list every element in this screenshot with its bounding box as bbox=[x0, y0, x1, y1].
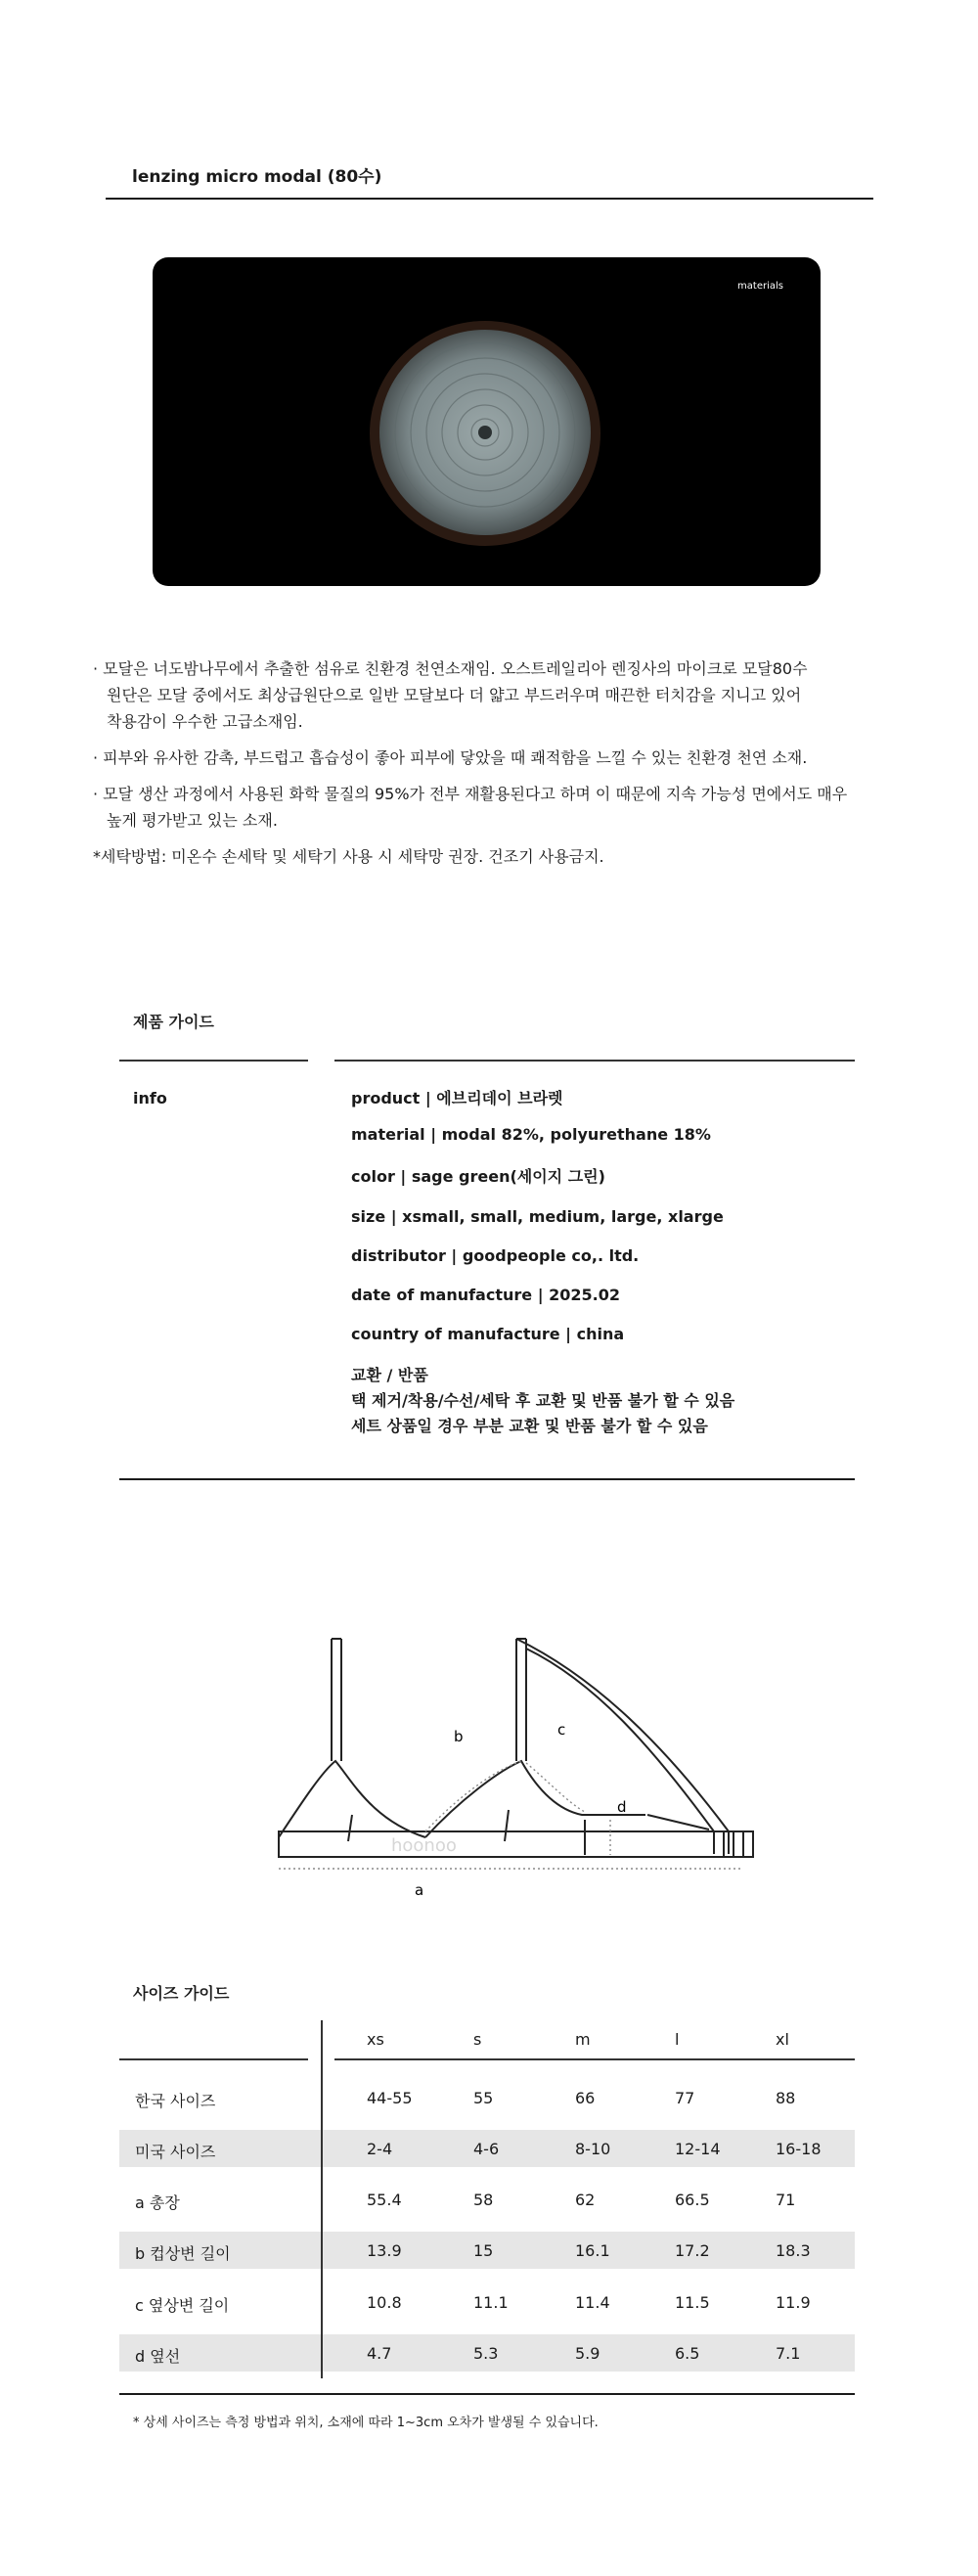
row-label: d 옆선 bbox=[135, 2347, 181, 2366]
info-date: date of manufacture | 2025.02 bbox=[351, 1286, 620, 1304]
divider bbox=[119, 2058, 308, 2060]
exchange-title: 교환 / 반품 bbox=[351, 1366, 428, 1384]
cell: 88 bbox=[776, 2089, 796, 2107]
divider bbox=[334, 2058, 855, 2060]
cell: 16.1 bbox=[575, 2241, 610, 2260]
table-row bbox=[119, 2130, 855, 2167]
table-row bbox=[119, 2181, 855, 2218]
left-strap bbox=[332, 1639, 341, 1761]
bullet-item: · 피부와 유사한 감촉, 부드럽고 흡습성이 좋아 피부에 닿았을 때 쾌적함을 느낄 수 있는 친환경 천연 소재. bbox=[93, 748, 808, 767]
exchange-line: 택 제거/착용/수선/세탁 후 교환 및 반품 불가 할 수 있음 bbox=[351, 1391, 735, 1410]
right-cup bbox=[425, 1761, 645, 1837]
column-header: s bbox=[473, 2030, 482, 2049]
info-label: info bbox=[133, 1089, 167, 1107]
column-header: xl bbox=[776, 2030, 789, 2049]
divider bbox=[106, 198, 873, 200]
cell: 15 bbox=[473, 2241, 494, 2260]
label-b: b bbox=[454, 1728, 464, 1745]
cell: 11.1 bbox=[473, 2293, 509, 2312]
material-description bbox=[93, 655, 885, 880]
bullet-item: · 모달 생산 과정에서 사용된 화학 물질의 95%가 전부 재활용된다고 하며 이 때문에 지속 가능성 면에서도 매우 높게 평가받고 있는 소재. bbox=[93, 785, 848, 830]
table-row bbox=[119, 2334, 855, 2372]
row-label: a 총장 bbox=[135, 2193, 180, 2212]
cell: 11.4 bbox=[575, 2293, 610, 2312]
cell: 16-18 bbox=[776, 2140, 822, 2158]
cell: 17.2 bbox=[675, 2241, 710, 2260]
exchange-line: 세트 상품일 경우 부분 교환 및 반품 불가 할 수 있음 bbox=[351, 1417, 708, 1435]
cell: 10.8 bbox=[367, 2293, 402, 2312]
cell: 55.4 bbox=[367, 2191, 402, 2209]
label-d: d bbox=[617, 1798, 627, 1816]
row-label: 한국 사이즈 bbox=[135, 2092, 216, 2110]
divider bbox=[119, 1478, 855, 1480]
info-color: color | sage green(세이지 그린) bbox=[351, 1167, 605, 1186]
info-material: material | modal 82%, polyurethane 18% bbox=[351, 1125, 711, 1144]
cell: 5.9 bbox=[575, 2344, 600, 2363]
cell: 6.5 bbox=[675, 2344, 700, 2363]
row-label: 미국 사이즈 bbox=[135, 2143, 216, 2161]
cell: 7.1 bbox=[776, 2344, 801, 2363]
column-header: m bbox=[575, 2030, 591, 2049]
row-label: c 옆상변 길이 bbox=[135, 2296, 230, 2315]
wood-cross-section-illustration bbox=[153, 257, 821, 586]
cell: 44-55 bbox=[367, 2089, 413, 2107]
divider bbox=[334, 1060, 855, 1062]
info-product: product | 에브리데이 브라렛 bbox=[351, 1089, 563, 1107]
exchange-policy bbox=[351, 1363, 734, 1439]
cell: 11.5 bbox=[675, 2293, 710, 2312]
column-header: l bbox=[675, 2030, 680, 2049]
svg-text:hoonoo: hoonoo bbox=[391, 1835, 457, 1856]
cell: 4.7 bbox=[367, 2344, 392, 2363]
cell: 2-4 bbox=[367, 2140, 393, 2158]
divider bbox=[119, 2393, 855, 2395]
column-header: xs bbox=[367, 2030, 384, 2049]
image-tag: materials bbox=[737, 281, 783, 292]
info-size: size | xsmall, small, medium, large, xlarge bbox=[351, 1207, 724, 1226]
side-wing bbox=[516, 1639, 729, 1854]
table-column-divider bbox=[321, 2020, 323, 2378]
product-guide-title: 제품 가이드 bbox=[133, 1013, 214, 1031]
cell: 13.9 bbox=[367, 2241, 402, 2260]
side-panel bbox=[585, 1815, 709, 1855]
label-c: c bbox=[557, 1721, 566, 1739]
table-row bbox=[119, 2283, 855, 2321]
info-distributor: distributor | goodpeople co,. ltd. bbox=[351, 1246, 640, 1265]
cell: 71 bbox=[776, 2191, 796, 2209]
cell: 12-14 bbox=[675, 2140, 721, 2158]
bullet-item: · 모달은 너도밤나무에서 추출한 섬유로 친환경 천연소재임. 오스트레일리아 렌징사의 마이크로 모달80수 원단은 모달 중에서도 최상급원단으로 일반 모달보다 더 얇고 부드러우며 매끈한 터치감을 지니고 있어 착용감이 우수한 고급소재임. bbox=[93, 659, 808, 731]
cell: 4-6 bbox=[473, 2140, 500, 2158]
materials-title: lenzing micro modal (80수) bbox=[132, 167, 382, 187]
label-a: a bbox=[415, 1881, 424, 1899]
cell: 58 bbox=[473, 2191, 494, 2209]
row-label: b 컵상변 길이 bbox=[135, 2244, 231, 2263]
cell: 5.3 bbox=[473, 2344, 499, 2363]
cell: 18.3 bbox=[776, 2241, 811, 2260]
right-strap bbox=[516, 1639, 526, 1761]
size-note: * 상세 사이즈는 측정 방법과 위치, 소재에 따라 1~3cm 오차가 발생될 수 있습니다. bbox=[133, 2416, 599, 2430]
measure-c bbox=[526, 1763, 585, 1812]
cell: 66 bbox=[575, 2089, 596, 2107]
table-row bbox=[119, 2232, 855, 2269]
cell: 77 bbox=[675, 2089, 695, 2107]
cell: 8-10 bbox=[575, 2140, 611, 2158]
cell: 66.5 bbox=[675, 2191, 710, 2209]
material-image bbox=[153, 257, 821, 586]
divider bbox=[119, 1060, 308, 1062]
cell: 11.9 bbox=[776, 2293, 811, 2312]
left-cup bbox=[279, 1761, 425, 1837]
size-guide-title: 사이즈 가이드 bbox=[133, 1984, 230, 2003]
info-country: country of manufacture | china bbox=[351, 1325, 625, 1343]
bralette-measurement-diagram bbox=[274, 1624, 763, 1947]
wash-instructions: *세탁방법: 미온수 손세탁 및 세탁기 사용 시 세탁망 권장. 건조기 사용금지. bbox=[93, 847, 604, 866]
cell: 62 bbox=[575, 2191, 596, 2209]
cell: 55 bbox=[473, 2089, 494, 2107]
table-row bbox=[119, 2079, 855, 2116]
